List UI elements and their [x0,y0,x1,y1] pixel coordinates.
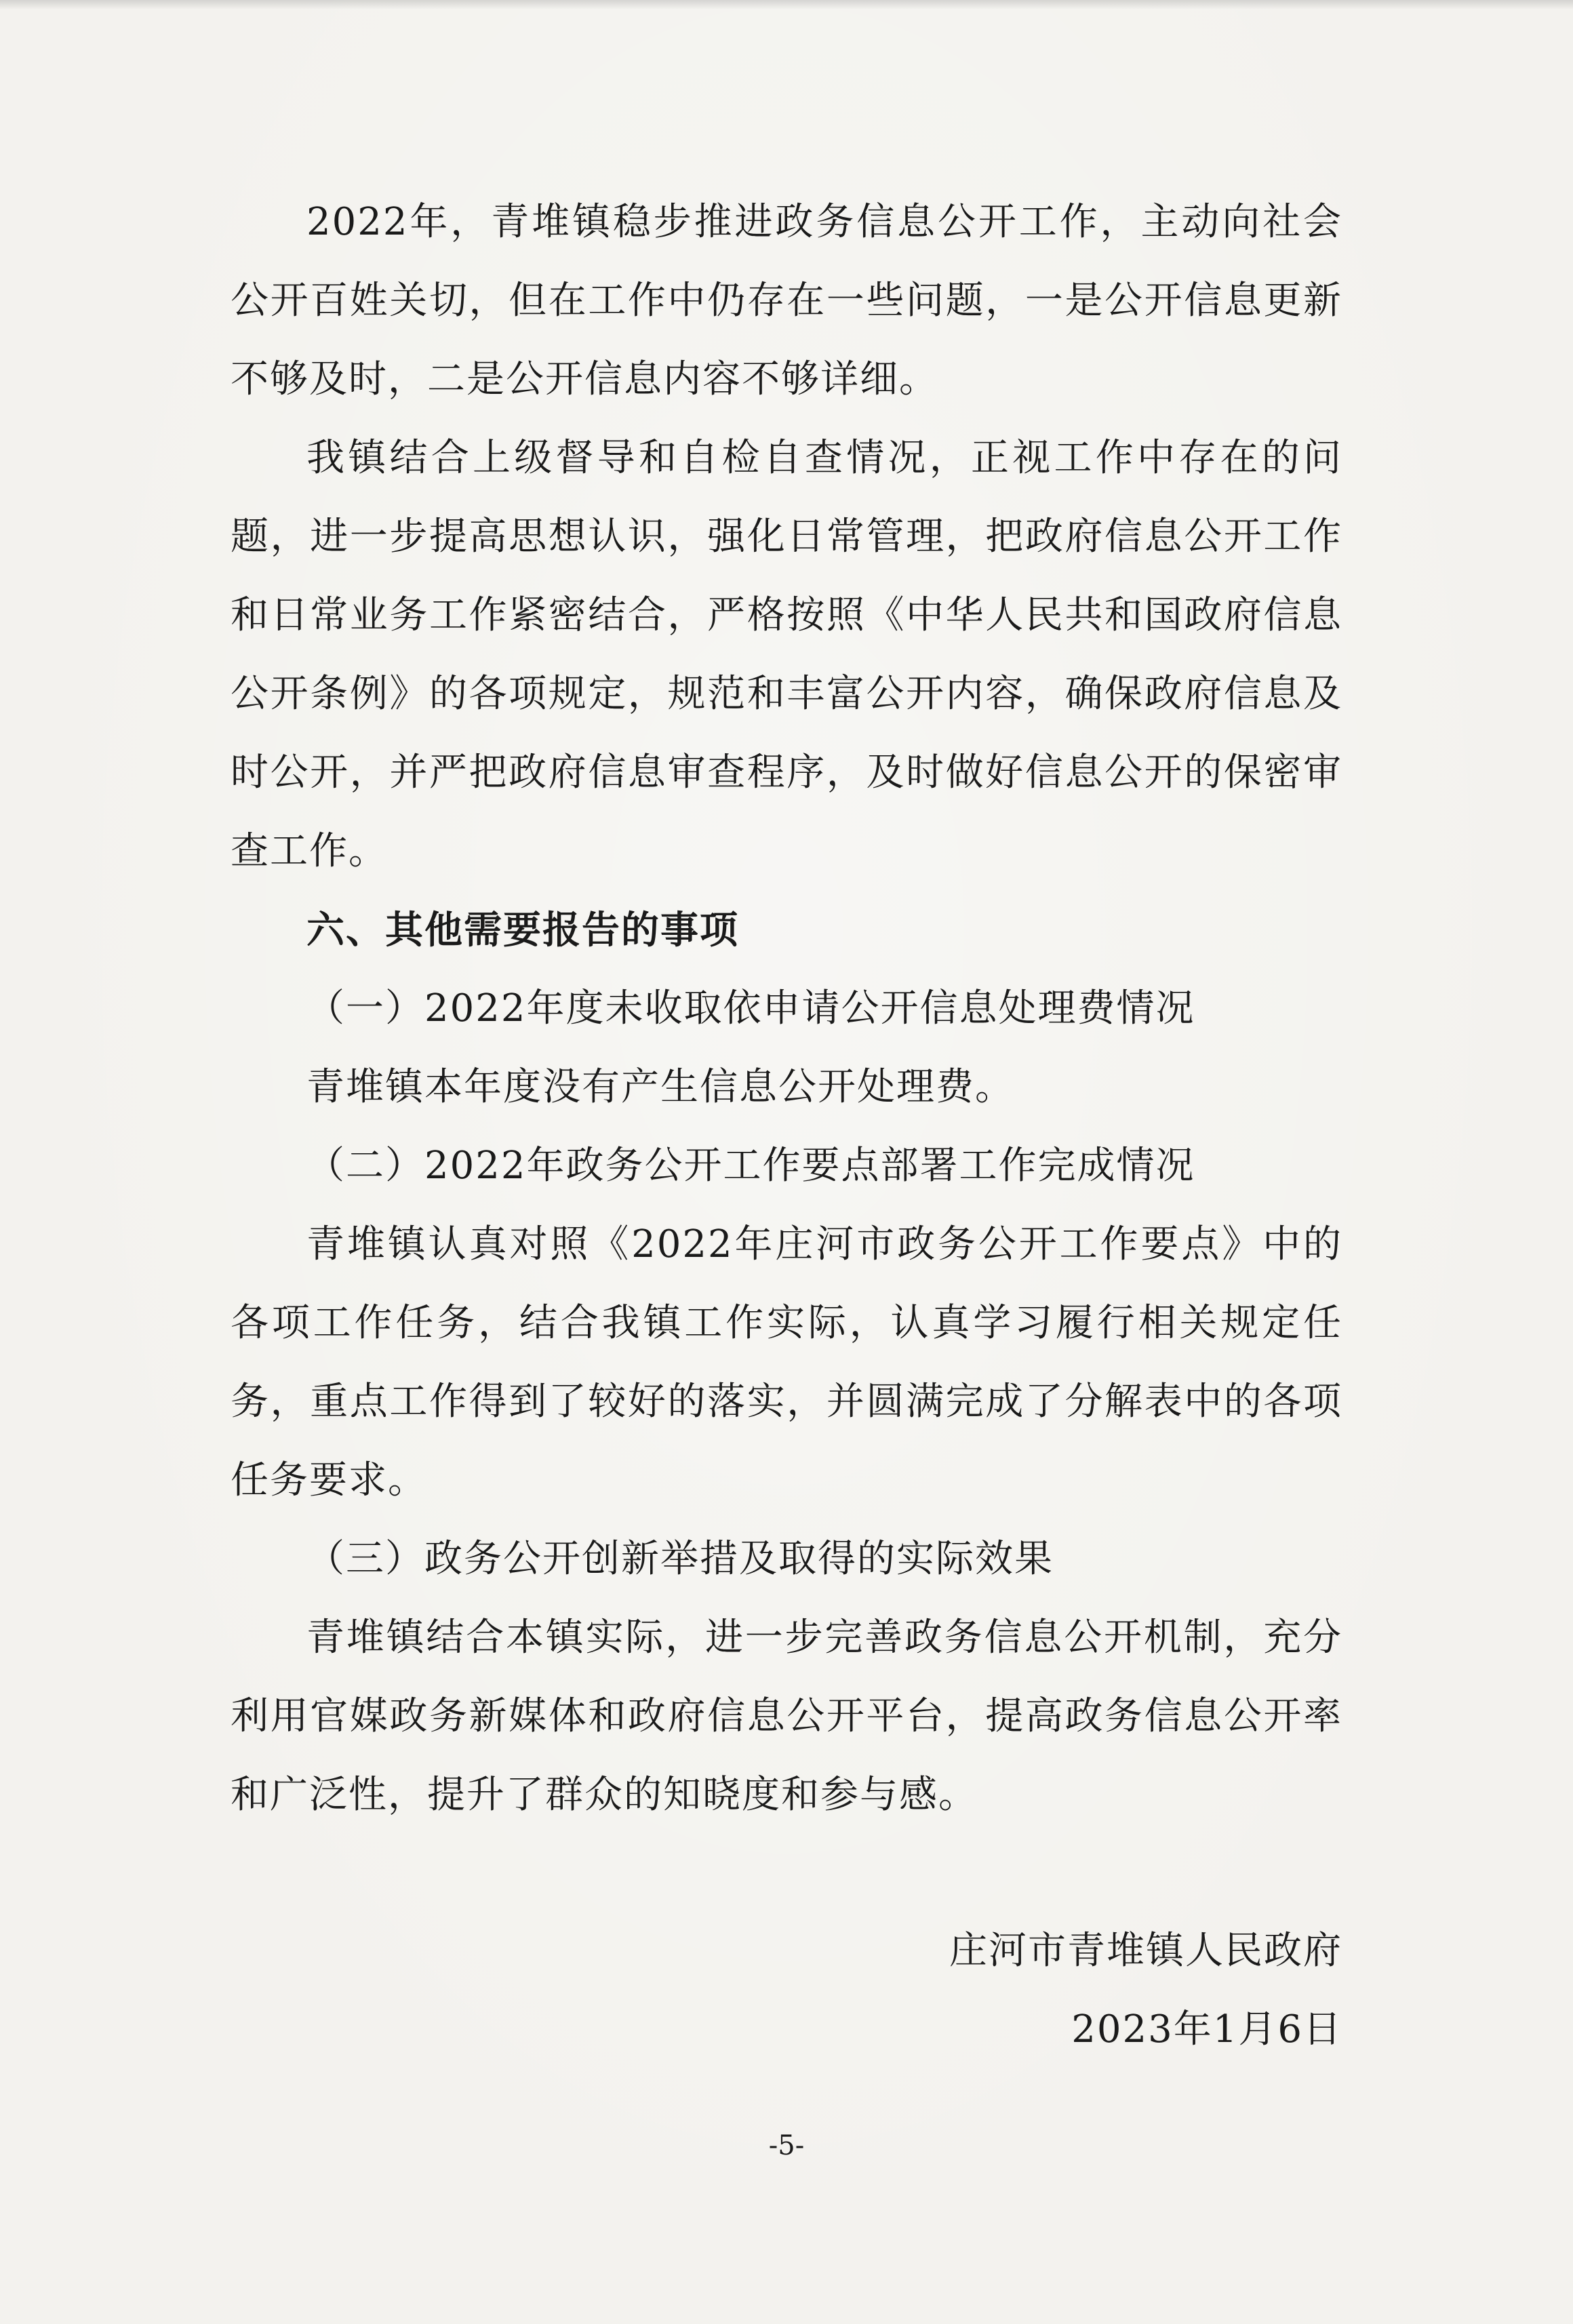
paragraph-improvements: 我镇结合上级督导和自检自查情况，正视工作中存在的问题，进一步提高思想认识，强化日常管理，把政府信息公开工作和日常业务工作紧密结合，严格按照《中华人民共和国政府信息公开条例》的各项规定，规范和丰富公开内容，确保政府信息及时公开，并严把政府信息审查程序，及时做好信息公开的保密审查工作。 [231,436,1342,873]
subsection-body-2: 青堆镇认真对照《2022年庄河市政务公开工作要点》中的各项工作任务，结合我镇工作实际，认真学习履行相关规定任务，重点工作得到了较好的落实，并圆满完成了分解表中的各项任务要求。 [231,1222,1342,1502]
section-heading: 六、其他需要报告的事项 [306,908,739,953]
document-body [231,183,1342,1835]
signature-date: 2023年1月6日 [1071,2007,1342,2051]
subsection-heading-1: （一）2022年度未收取依申请公开信息处理费情况 [306,986,1195,1030]
subsection-heading-2: （二）2022年政务公开工作要点部署工作完成情况 [306,1144,1195,1188]
scan-top-edge [0,0,1573,9]
paragraph-issues: 2022年，青堆镇稳步推进政务信息公开工作，主动向社会公开百姓关切，但在工作中仍存在一些问题，一是公开信息更新不够及时，二是公开信息内容不够详细。 [231,200,1342,401]
signature-organization: 庄河市青堆镇人民政府 [949,1929,1342,1973]
subsection-body-1: 青堆镇本年度没有产生信息公开处理费。 [306,1065,1014,1109]
page-number: -5- [768,2130,805,2161]
subsection-body-3: 青堆镇结合本镇实际，进一步完善政务信息公开机制，充分利用官媒政务新媒体和政府信息公开平台，提高政务信息公开率和广泛性，提升了群众的知晓度和参与感。 [231,1616,1342,1817]
subsection-heading-3: （三）政务公开创新举措及取得的实际效果 [306,1537,1054,1581]
